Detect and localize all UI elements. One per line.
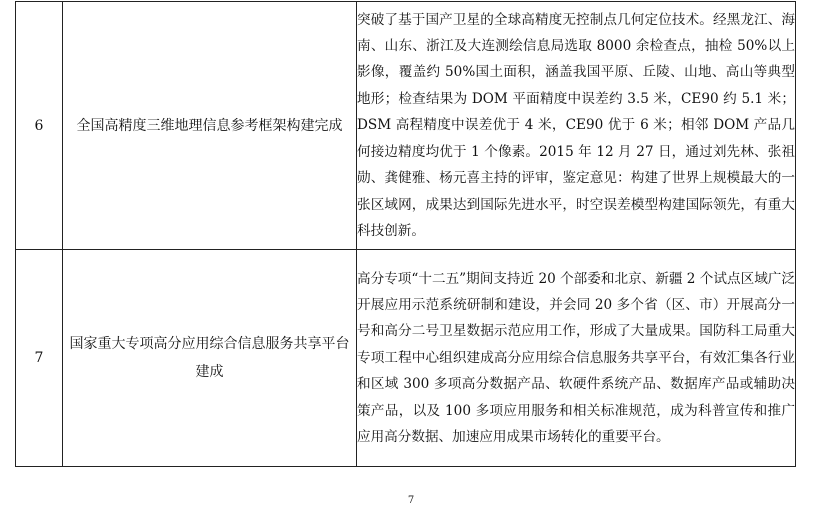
achievement-name-cell: 国家重大专项高分应用综合信息服务共享平台建成 — [63, 250, 357, 467]
row-number-cell: 6 — [16, 2, 63, 250]
page-number: 7 — [407, 495, 415, 506]
table-row — [16, 250, 796, 467]
table-row — [16, 2, 796, 250]
achievement-description-cell: 高分专项“十二五”期间支持近 20 个部委和北京、新疆 2 个试点区域广泛开展应用示范系统研制和建设，并会同 20 多个省（区、市）开展高分一号和高分二号卫星数据示范应用工作，形成了大量成果。国防科工局重大专项工程中心组织建成高分应用综合信息服务共享平台，有效汇集各行业和区域 300 多项高分数据产品、软硬件系统产品、数据库产品或辅助决策产品，以及 100 多项应用服务和相关标准规范，成为科普宣传和推广应用高分数据、加速应用成果市场转化的重要平台。 — [357, 250, 796, 467]
achievement-description-cell: 突破了基于国产卫星的全球高精度无控制点几何定位技术。经黑龙江、海南、山东、浙江及大连测绘信息局选取 8000 余检查点，抽检 50%以上影像，覆盖约 50%国土面积，涵盖我国平原、丘陵、山地、高山等典型地形；检查结果为 DOM 平面精度中误差约 3.5 米，CE90 约 5.1 米；DSM 高程精度中误差优于 4 米，CE90 优于 6 米；相邻 DOM 产品几何接边精度均优于 1 个像素。2015 年 12 月 27 日，通过刘先林、张祖勋、龚健雅、杨元喜主持的评审，鉴定意见：构建了世界上规模最大的一张区域网，成果达到国际先进水平，时空误差模型构建国际领先，有重大科技创新。 — [357, 2, 796, 250]
row-number-cell: 7 — [16, 250, 63, 467]
achievements-table — [15, 1, 796, 467]
achievement-name-cell: 全国高精度三维地理信息参考框架构建完成 — [63, 2, 357, 250]
